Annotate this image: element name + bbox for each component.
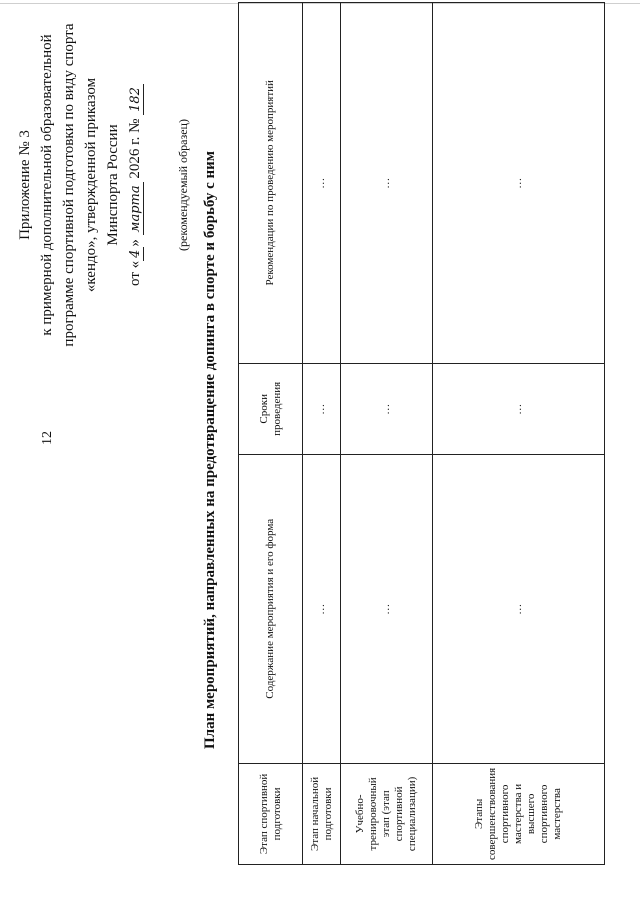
header-recommendations: Рекомендации по проведению мероприятий: [239, 2, 303, 363]
date-mid: »: [127, 239, 143, 247]
cell-stage: Этапы совершенствования спортивного мастерства и высшего спортивного мастерства: [433, 763, 605, 864]
date-day: 4: [129, 247, 144, 261]
document-title: План мероприятий, направленных на предотвращение допинга в спорте и борьбу с ним: [202, 151, 218, 750]
appendix-line-5: Минспорта России: [105, 124, 121, 246]
cell-content: …: [433, 454, 605, 763]
appendix-date-line: [124, 15, 146, 355]
header-content: Содержание мероприятия и его форма: [239, 454, 303, 763]
appendix-header: [14, 15, 146, 355]
cell-recommendations: …: [341, 2, 433, 363]
header-stage: Этап спортивной подготовки: [239, 763, 303, 864]
date-prefix: от «: [127, 260, 143, 286]
table-row: [303, 2, 341, 864]
appendix-line-2: к примерной дополнительной образовательной: [39, 34, 55, 336]
cell-stage: Этап начальной подготовки: [303, 763, 341, 864]
cell-recommendations: …: [433, 2, 605, 363]
table-row: [341, 2, 433, 864]
appendix-line-1: Приложение № 3: [17, 130, 33, 240]
appendix-line-3: программе спортивной подготовки по виду спорта: [61, 23, 77, 347]
plan-table: [238, 2, 605, 865]
recommended-sample-note: (рекомендуемый образец): [176, 119, 190, 251]
date-month: марта: [129, 182, 144, 235]
cell-dates: …: [341, 363, 433, 454]
date-year: 2026 г. №: [127, 118, 143, 179]
cell-stage: Учебно-тренировочный этап (этап спортивной специализации): [341, 763, 433, 864]
cell-dates: …: [433, 363, 605, 454]
header-dates: Сроки проведения: [239, 363, 303, 454]
cell-recommendations: …: [303, 2, 341, 363]
cell-dates: …: [303, 363, 341, 454]
cell-content: …: [303, 454, 341, 763]
appendix-line-4: «кендо», утвержденной приказом: [83, 77, 99, 293]
table-row: [433, 2, 605, 864]
order-number: 182: [129, 84, 144, 115]
page-number: 12: [40, 431, 55, 445]
cell-content: …: [341, 454, 433, 763]
table-header-row: [239, 2, 303, 864]
